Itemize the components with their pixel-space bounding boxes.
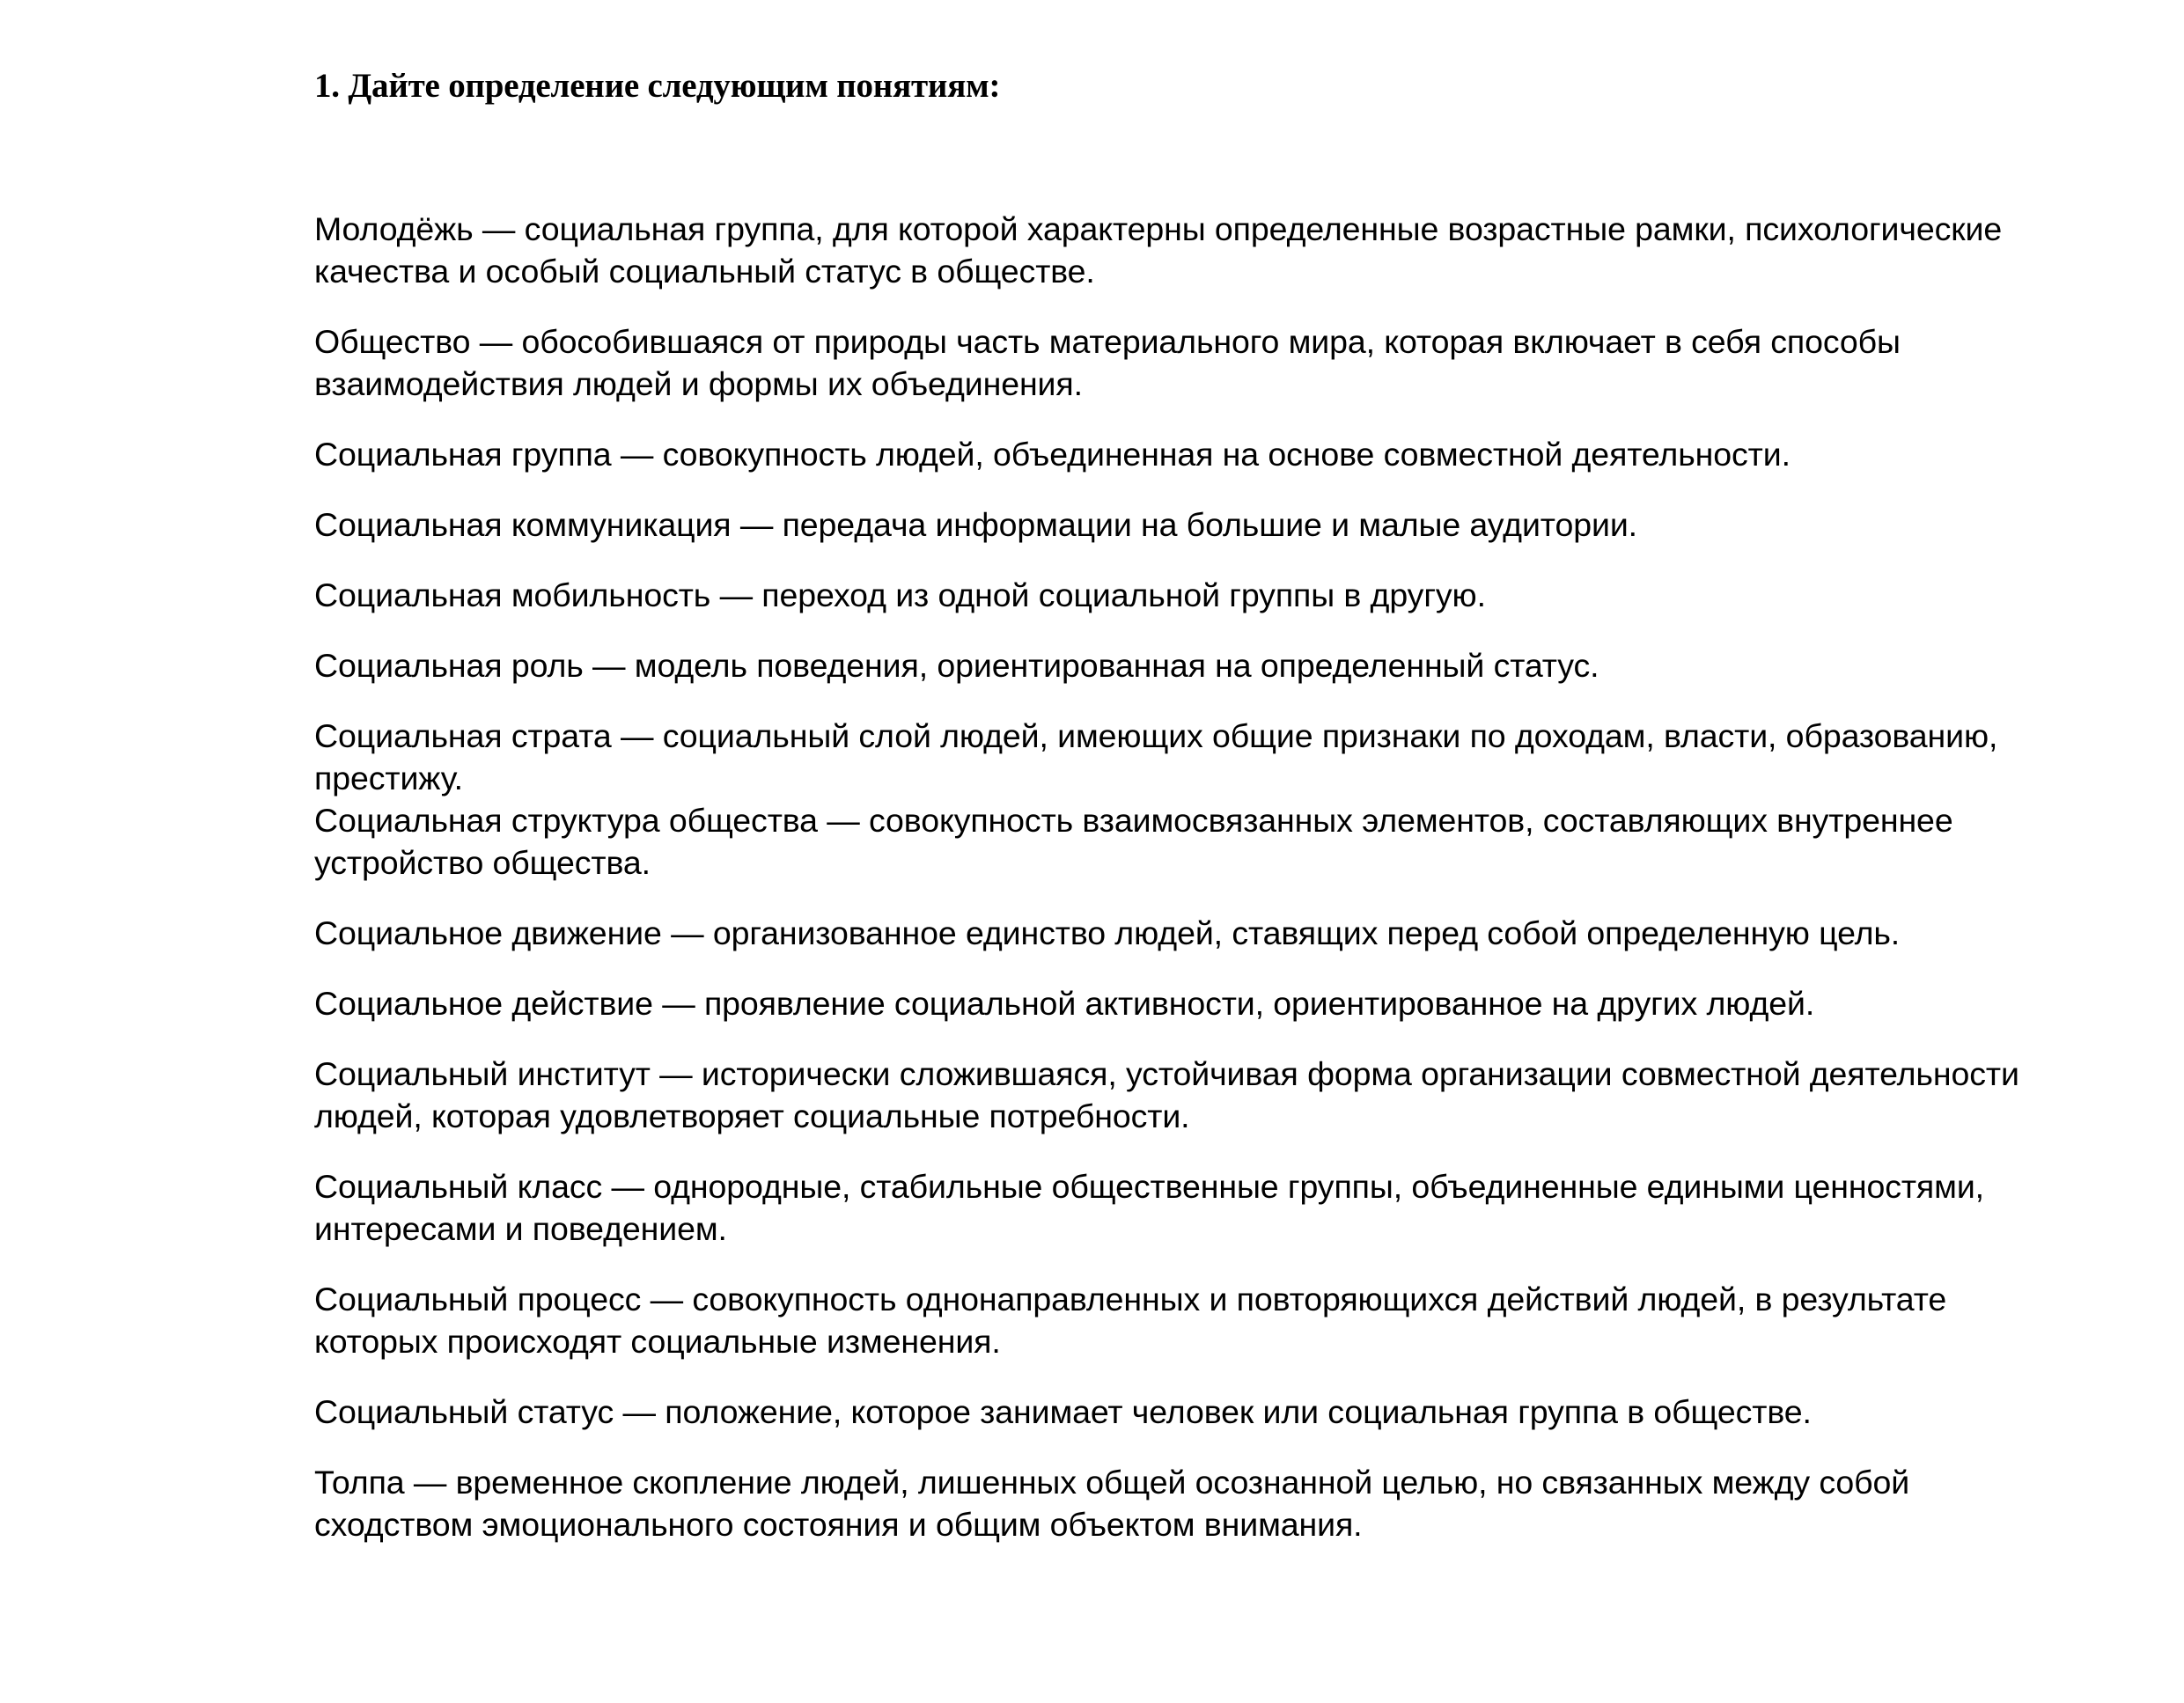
dash: — (583, 647, 635, 684)
definition-society (314, 320, 2026, 405)
dash: — (404, 1464, 456, 1501)
dash: — (710, 576, 762, 613)
definition-youth (314, 208, 2026, 292)
definition-social-communication (314, 503, 2026, 546)
dash: — (602, 1168, 654, 1205)
term: Толпа (314, 1464, 405, 1501)
definition-social-group (314, 433, 2026, 475)
definition-text: социальная группа, для которой характерны определенные возрастные рамки, психологические качества и особый социальный статус в обществе. (314, 210, 2003, 290)
definition-social-strata (314, 715, 2026, 799)
dash: — (641, 1281, 693, 1318)
term: Социальный статус (314, 1393, 614, 1430)
definition-text: передача информации на большие и малые аудитории. (782, 506, 1637, 543)
definition-text: переход из одной социальной группы в другую. (761, 576, 1486, 613)
definition-text: временное скопление людей, лишенных общей осознанной целью, но связанных между собой сходством эмоционального состояния и общим объектом внимания. (314, 1464, 1910, 1543)
term: Социальная мобильность (314, 576, 711, 613)
definition-text: совокупность людей, объединенная на основе совместной деятельности. (662, 436, 1791, 473)
definition-social-status (314, 1391, 2026, 1433)
definition-text: обособившаяся от природы часть материального мира, которая включает в себя способы взаимодействия людей и формы их объединения. (314, 323, 1901, 402)
term: Социальная роль (314, 647, 584, 684)
dash: — (731, 506, 783, 543)
definition-social-institution (314, 1053, 2026, 1137)
term: Социальный процесс (314, 1281, 642, 1318)
dash: — (614, 1393, 665, 1430)
dash: — (817, 802, 869, 839)
definition-text: совокупность взаимосвязанных элементов, составляющих внутреннее устройство общества. (314, 802, 1953, 881)
definition-social-action (314, 982, 2026, 1024)
term: Социальная группа (314, 436, 612, 473)
dash: — (470, 323, 522, 360)
dash: — (611, 436, 663, 473)
definition-social-role (314, 644, 2026, 686)
dash: — (652, 985, 704, 1022)
term: Молодёжь (314, 210, 474, 247)
definition-social-structure (314, 799, 2026, 884)
term: Социальная коммуникация (314, 506, 732, 543)
term: Социальное действие (314, 985, 653, 1022)
term: Общество (314, 323, 471, 360)
dash: — (473, 210, 525, 247)
task-heading: 1. Дайте определение следующим понятиям: (314, 67, 1001, 105)
term: Социальный класс (314, 1168, 603, 1205)
definition-text: однородные, стабильные общественные группы, объединенные едиными ценностями, интересами и поведением. (314, 1168, 1984, 1247)
definition-social-class (314, 1165, 2026, 1250)
term: Социальный институт (314, 1055, 651, 1092)
definition-social-movement (314, 912, 2026, 954)
definition-text: модель поведения, ориентированная на определенный статус. (634, 647, 1599, 684)
definitions-list (314, 208, 2026, 1574)
definition-text: положение, которое занимает человек или социальная группа в обществе. (665, 1393, 1812, 1430)
dash: — (611, 717, 663, 754)
definition-text: исторически сложившаяся, устойчивая форма организации совместной деятельности людей, которая удовлетворяет социальные потребности. (314, 1055, 2019, 1134)
dash: — (650, 1055, 702, 1092)
definition-social-mobility (314, 574, 2026, 616)
term: Социальная страта (314, 717, 612, 754)
term: Социальное движение (314, 914, 662, 951)
definition-text: совокупность однонаправленных и повторяющихся действий людей, в результате которых происходят социальные изменения. (314, 1281, 1947, 1360)
term: Социальная структура общества (314, 802, 818, 839)
dash: — (661, 914, 713, 951)
definition-text: проявление социальной активности, ориентированное на других людей. (703, 985, 1815, 1022)
definition-social-process (314, 1278, 2026, 1362)
definition-text: организованное единство людей, ставящих перед собой определенную цель. (712, 914, 1901, 951)
definition-text: социальный слой людей, имеющих общие признаки по доходам, власти, образованию, престижу. (314, 717, 1998, 796)
definition-crowd (314, 1461, 2026, 1545)
